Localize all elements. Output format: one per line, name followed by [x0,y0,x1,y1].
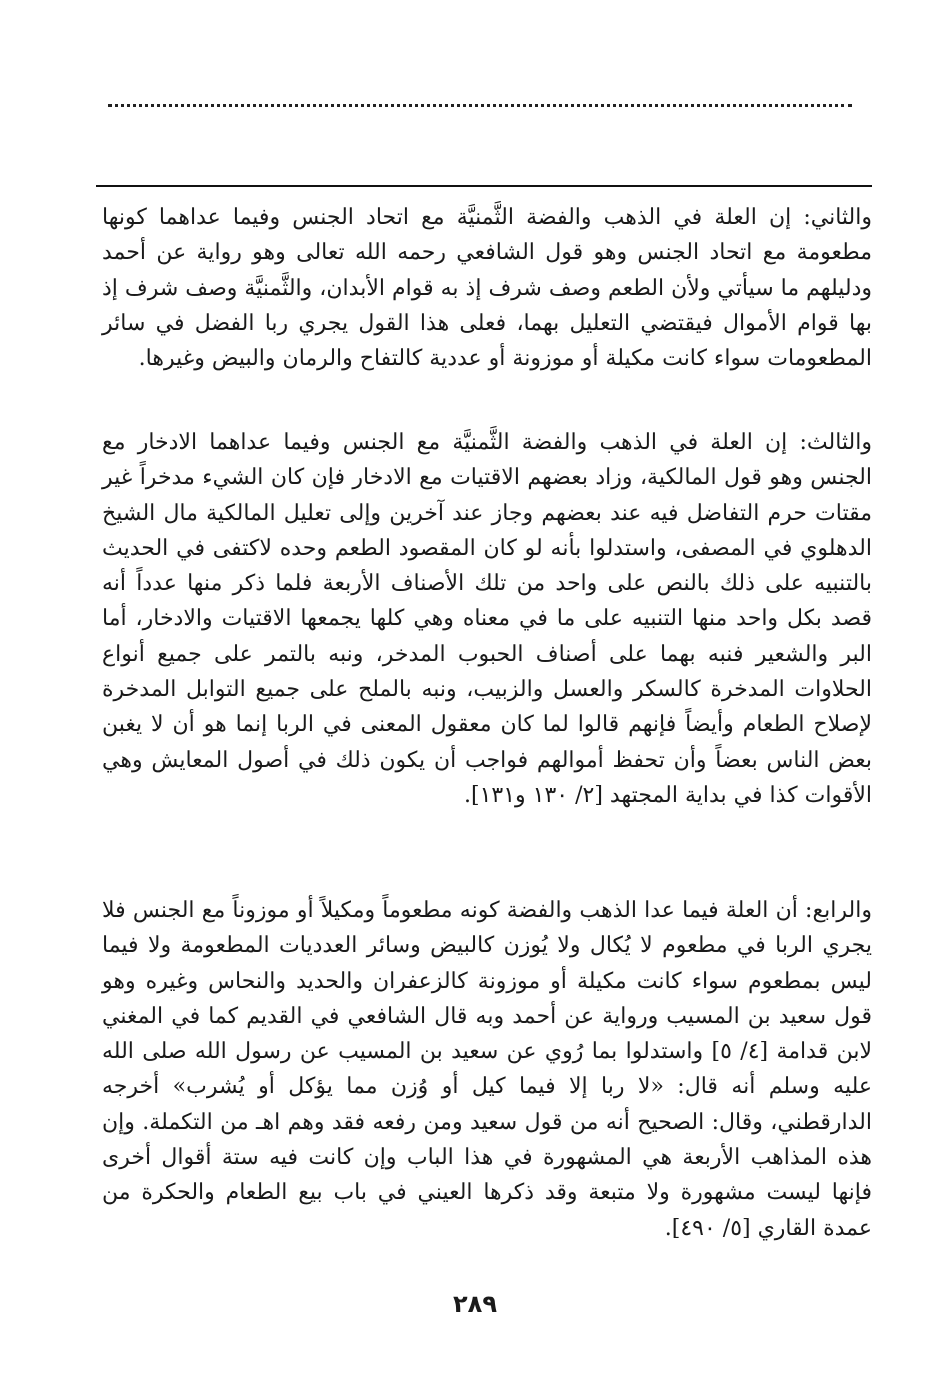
dotted-separator [108,104,852,107]
footnote-separator-line [96,185,872,187]
paragraph-fourth-opinion: والرابع: أن العلة فيما عدا الذهب والفضة كونه مطعوماً ومكيلاً أو موزوناً مع الجنس فلا يجري الربا في مطعوم لا يُكال ولا يُوزن كالبيض وسائر العدديات المطعومة ولا فيما ليس بمطعوم سواء كانت مكيلة أو موزونة كالزعفران والحديد والنحاس وغيره وهو قول سعيد بن المسيب ورواية عن أحمد وبه قال الشافعي في القديم كما في المغني لابن قدامة [٤/ ٥] واستدلوا بما رُوي عن سعيد بن المسيب عن رسول الله صلى الله عليه وسلم أنه قال: «لا ربا إلا فيما كيل أو وُزن مما يؤكل أو يُشرب» أخرجه الدارقطني، وقال: الصحيح أنه من قول سعيد ومن رفعه فقد وهم اهـ من التكملة. وإن هذه المذاهب الأربعة هي المشهورة في هذا الباب وإن كانت فيه ستة أقوال أخرى فإنها ليست مشهورة ولا متبعة وقد ذكرها العيني في باب بيع الطعام والحكرة من عمدة القاري [٥/ ٤٩٠]. [102,898,872,1241]
page-number: ٢٨٩ [453,1290,497,1318]
paragraph-second-opinion: والثاني: إن العلة في الذهب والفضة الثَّمنيَّة مع اتحاد الجنس وفيما عداهما كونها مطعومة مع اتحاد الجنس وهو قول الشافعي رحمه الله تعالى وهو رواية عن أحمد ودليلهم ما سيأتي ولأن الطعم وصف شرف إذ به قوام الأبدان، والثَّمنيَّة وصف شرف إذ بها قوام الأموال فيقتضي التعليل بهما، فعلى هذا القول يجري ربا الفضل في سائر المطعومات سواء كانت مكيلة أو موزونة أو عددية كالتفاح والرمان والبيض وغيرها. [102,205,872,372]
paragraph-third-opinion: والثالث: إن العلة في الذهب والفضة الثَّمنيَّة مع الجنس وفيما عداهما الادخار مع الجنس وهو قول المالكية، وزاد بعضهم الاقتيات مع الادخار فإن كان الشيء مدخراً غير مقتات حرم التفاضل فيه عند بعضهم وجاز عند آخرين وإلى تعليل المالكية مال الشيخ الدهلوي في المصفى، واستدلوا بأنه لو كان المقصود الطعم وحده لاكتفى في الحديث بالتنبيه على ذلك بالنص على واحد من تلك الأصناف الأربعة فلما ذكر منها عدداً أنه قصد بكل واحد منها التنبيه على ما في معناه وهي كلها يجمعها الاقتيات والادخار، أما البر والشعير فنبه بهما على أصناف الحبوب المدخر، ونبه بالتمر على جميع أنواع الحلاوات المدخرة كالسكر والعسل والزبيب، ونبه بالملح على جميع التوابل المدخرة لإصلاح الطعام وأيضاً فإنهم قالوا لما كان معقول المعنى في الربا إنما هو أن لا يغبن بعض الناس بعضاً وأن تحفظ أموالهم فواجب أن يكون ذلك في أصول المعايش وهي الأقوات كذا في بداية المجتهد [٢/ ١٣٠ و١٣١]. [102,430,872,808]
